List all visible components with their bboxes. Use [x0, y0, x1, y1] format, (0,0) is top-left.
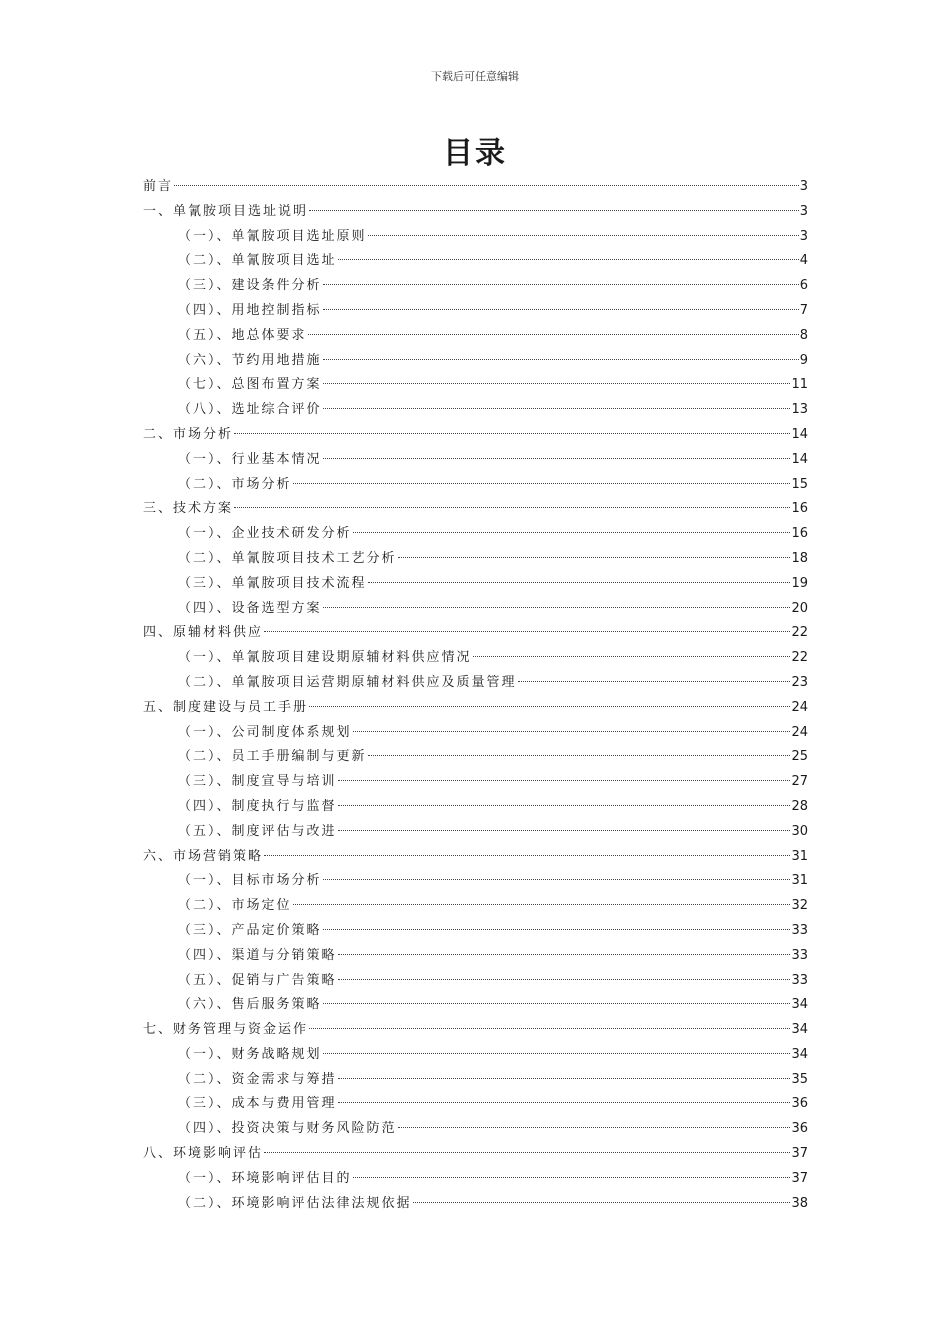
toc-entry-label: （一）、企业技术研发分析	[178, 526, 352, 542]
toc-entry-page-number: 16	[791, 526, 808, 542]
toc-dot-leader	[323, 1003, 791, 1004]
toc-entry-section[interactable]	[143, 1043, 808, 1068]
toc-entry-page-number: 3	[799, 228, 808, 244]
toc-entry-label: 六、市场营销策略	[143, 848, 264, 864]
toc-entry-page-number: 4	[799, 253, 808, 269]
toc-entry-label: （一）、环境影响评估目的	[178, 1170, 352, 1186]
toc-entry-label: （一）、目标市场分析	[178, 873, 322, 889]
toc-entry-section[interactable]	[143, 274, 808, 299]
toc-dot-leader	[413, 1202, 791, 1203]
toc-entry-label: （三）、制度宣导与培训	[178, 774, 337, 790]
toc-entry-page-number: 33	[791, 972, 808, 988]
toc-entry-section[interactable]	[143, 745, 808, 770]
toc-entry-page-number: 22	[791, 650, 808, 666]
toc-dot-leader	[518, 681, 791, 682]
toc-entry-label: （六）、节约用地措施	[178, 352, 322, 368]
toc-dot-leader	[323, 458, 791, 459]
toc-entry-label: （六）、售后服务策略	[178, 997, 322, 1013]
toc-entry-chapter[interactable]	[143, 200, 808, 225]
toc-entry-section[interactable]	[143, 373, 808, 398]
toc-entry-label: 三、技术方案	[143, 501, 234, 517]
toc-entry-section[interactable]	[143, 671, 808, 696]
toc-entry-section[interactable]	[143, 721, 808, 746]
toc-entry-label: （二）、单氰胺项目运营期原辅材料供应及质量管理	[178, 674, 517, 690]
toc-dot-leader	[323, 359, 799, 360]
toc-entry-page-number: 27	[791, 774, 808, 790]
toc-dot-leader	[293, 904, 791, 905]
toc-entry-label: 五、制度建设与员工手册	[143, 699, 309, 715]
toc-dot-leader	[323, 1053, 791, 1054]
toc-entry-section[interactable]	[143, 324, 808, 349]
toc-entry-chapter[interactable]	[143, 497, 808, 522]
toc-entry-label: （四）、投资决策与财务风险防范	[178, 1121, 397, 1137]
toc-dot-leader	[338, 780, 791, 781]
toc-dot-leader	[264, 1152, 790, 1153]
toc-entry-label: 前言	[143, 179, 174, 194]
toc-entry-chapter[interactable]	[143, 621, 808, 646]
toc-dot-leader	[338, 1102, 791, 1103]
toc-dot-leader	[338, 805, 791, 806]
toc-dot-leader	[368, 755, 791, 756]
toc-entry-page-number: 34	[791, 1022, 808, 1038]
toc-entry-section[interactable]	[143, 1117, 808, 1142]
toc-entry-section[interactable]	[143, 1192, 808, 1217]
toc-dot-leader	[353, 1177, 791, 1178]
toc-entry-page-number: 19	[791, 575, 808, 591]
toc-entry-label: （二）、单氰胺项目技术工艺分析	[178, 550, 397, 566]
toc-dot-leader	[323, 879, 791, 880]
toc-entry-section[interactable]	[143, 795, 808, 820]
toc-entry-page-number: 24	[791, 724, 808, 740]
toc-entry-page-number: 35	[791, 1071, 808, 1087]
toc-entry-page-number: 3	[799, 179, 808, 194]
toc-entry-page-number: 33	[791, 922, 808, 938]
toc-entry-page-number: 34	[791, 997, 808, 1013]
toc-dot-leader	[338, 259, 799, 260]
toc-entry-section[interactable]	[143, 522, 808, 547]
toc-entry-page-number: 15	[791, 476, 808, 492]
toc-entry-page-number: 31	[791, 848, 808, 864]
toc-entry-label: 七、财务管理与资金运作	[143, 1022, 309, 1038]
toc-dot-leader	[264, 631, 790, 632]
toc-entry-page-number: 36	[791, 1121, 808, 1137]
toc-entry-page-number: 30	[791, 823, 808, 839]
toc-entry-label: （二）、市场分析	[178, 476, 292, 492]
toc-dot-leader	[473, 656, 791, 657]
toc-entry-label: （八）、选址综合评价	[178, 402, 322, 418]
toc-entry-label: （二）、员工手册编制与更新	[178, 749, 367, 765]
toc-entry-chapter[interactable]	[143, 696, 808, 721]
toc-entry-page-number: 24	[791, 699, 808, 715]
toc-entry-page-number: 23	[791, 674, 808, 690]
toc-entry-section[interactable]	[143, 473, 808, 498]
toc-entry-label: （四）、设备选型方案	[178, 600, 322, 616]
toc-entry-label: （五）、制度评估与改进	[178, 823, 337, 839]
toc-entry-page-number: 14	[791, 426, 808, 442]
toc-entry-label: （二）、单氰胺项目选址	[178, 253, 337, 269]
toc-dot-leader	[323, 309, 799, 310]
toc-entry-section[interactable]	[143, 646, 808, 671]
toc-entry-label: （三）、成本与费用管理	[178, 1096, 337, 1112]
toc-entry-section[interactable]	[143, 448, 808, 473]
toc-dot-leader	[323, 607, 791, 608]
toc-entry-label: （四）、渠道与分销策略	[178, 947, 337, 963]
toc-entry-section[interactable]	[143, 299, 808, 324]
toc-dot-leader	[293, 483, 791, 484]
toc-entry-page-number: 37	[791, 1170, 808, 1186]
toc-entry-label: 八、环境影响评估	[143, 1146, 264, 1162]
toc-entry-page-number: 37	[791, 1146, 808, 1162]
toc-dot-leader	[323, 383, 791, 384]
toc-dot-leader	[323, 284, 799, 285]
toc-entry-label: （一）、行业基本情况	[178, 451, 322, 467]
toc-dot-leader	[398, 1127, 791, 1128]
toc-dot-leader	[309, 706, 790, 707]
toc-entry-label: （四）、制度执行与监督	[178, 798, 337, 814]
toc-dot-leader	[368, 582, 791, 583]
toc-entry-section[interactable]	[143, 249, 808, 274]
toc-entry-page-number: 25	[791, 749, 808, 765]
toc-entry-label: （三）、建设条件分析	[178, 278, 322, 294]
toc-entry-section[interactable]	[143, 398, 808, 423]
toc-entry-page-number: 32	[791, 898, 808, 914]
toc-dot-leader	[264, 855, 790, 856]
toc-entry-label: 一、单氰胺项目选址说明	[143, 203, 309, 219]
toc-entry-section[interactable]	[143, 1167, 808, 1192]
toc-entry-page-number: 14	[791, 451, 808, 467]
toc-entry-page-number: 6	[799, 278, 808, 294]
toc-entry-label: 二、市场分析	[143, 426, 234, 442]
toc-dot-leader	[234, 433, 790, 434]
toc-dot-leader	[338, 954, 791, 955]
toc-entry-section[interactable]	[143, 969, 808, 994]
toc-dot-leader	[338, 830, 791, 831]
toc-entry-page-number: 18	[791, 550, 808, 566]
toc-entry-chapter[interactable]	[143, 1018, 808, 1043]
toc-entry-page-number: 16	[791, 501, 808, 517]
table-of-contents	[143, 175, 808, 1216]
toc-dot-leader	[338, 979, 791, 980]
toc-dot-leader	[338, 1078, 791, 1079]
toc-entry-chapter[interactable]	[143, 423, 808, 448]
toc-entry-label: 四、原辅材料供应	[143, 625, 264, 641]
toc-entry-page-number: 11	[791, 377, 808, 393]
toc-dot-leader	[398, 557, 791, 558]
toc-entry-section[interactable]	[143, 820, 808, 845]
toc-entry-section[interactable]	[143, 894, 808, 919]
toc-entry-section[interactable]	[143, 770, 808, 795]
toc-entry-page-number: 7	[799, 302, 808, 318]
toc-entry-page-number: 9	[799, 352, 808, 368]
toc-dot-leader	[308, 334, 799, 335]
toc-entry-section[interactable]	[143, 1092, 808, 1117]
toc-entry-section[interactable]	[143, 349, 808, 374]
toc-dot-leader	[353, 532, 791, 533]
toc-entry-chapter[interactable]	[143, 175, 808, 200]
toc-entry-section[interactable]	[143, 869, 808, 894]
toc-dot-leader	[323, 408, 791, 409]
toc-entry-page-number: 3	[799, 203, 808, 219]
toc-entry-page-number: 20	[791, 600, 808, 616]
toc-entry-page-number: 13	[791, 402, 808, 418]
toc-dot-leader	[309, 210, 799, 211]
toc-entry-label: （二）、资金需求与筹措	[178, 1071, 337, 1087]
toc-entry-label: （三）、产品定价策略	[178, 922, 322, 938]
toc-entry-label: （四）、用地控制指标	[178, 302, 322, 318]
toc-entry-section[interactable]	[143, 919, 808, 944]
toc-dot-leader	[174, 185, 799, 186]
toc-dot-leader	[234, 507, 790, 508]
toc-entry-section[interactable]	[143, 225, 808, 250]
toc-entry-label: （一）、公司制度体系规划	[178, 724, 352, 740]
toc-entry-chapter[interactable]	[143, 1142, 808, 1167]
toc-entry-label: （一）、单氰胺项目建设期原辅材料供应情况	[178, 650, 472, 666]
toc-entry-label: （三）、单氰胺项目技术流程	[178, 575, 367, 591]
toc-entry-page-number: 31	[791, 873, 808, 889]
toc-entry-page-number: 36	[791, 1096, 808, 1112]
toc-entry-section[interactable]	[143, 993, 808, 1018]
toc-title: 目录	[443, 136, 507, 171]
toc-entry-page-number: 28	[791, 798, 808, 814]
toc-dot-leader	[353, 731, 791, 732]
toc-entry-label: （七）、总图布置方案	[178, 377, 322, 393]
toc-entry-page-number: 34	[791, 1046, 808, 1062]
toc-entry-page-number: 38	[791, 1195, 808, 1211]
toc-entry-page-number: 22	[791, 625, 808, 641]
toc-entry-label: （二）、市场定位	[178, 898, 292, 914]
toc-entry-label: （一）、财务战略规划	[178, 1046, 322, 1062]
toc-entry-section[interactable]	[143, 572, 808, 597]
toc-entry-section[interactable]	[143, 1068, 808, 1093]
toc-dot-leader	[368, 235, 799, 236]
toc-entry-label: （五）、促销与广告策略	[178, 972, 337, 988]
toc-dot-leader	[309, 1028, 790, 1029]
toc-entry-label: （五）、地总体要求	[178, 327, 307, 343]
toc-entry-label: （一）、单氰胺项目选址原则	[178, 228, 367, 244]
toc-entry-chapter[interactable]	[143, 845, 808, 870]
toc-entry-page-number: 33	[791, 947, 808, 963]
toc-entry-label: （二）、环境影响评估法律法规依据	[178, 1195, 412, 1211]
toc-entry-section[interactable]	[143, 547, 808, 572]
header-note: 下载后可任意编辑	[431, 70, 519, 83]
toc-entry-section[interactable]	[143, 597, 808, 622]
toc-entry-page-number: 8	[799, 327, 808, 343]
toc-dot-leader	[323, 929, 791, 930]
toc-entry-section[interactable]	[143, 944, 808, 969]
